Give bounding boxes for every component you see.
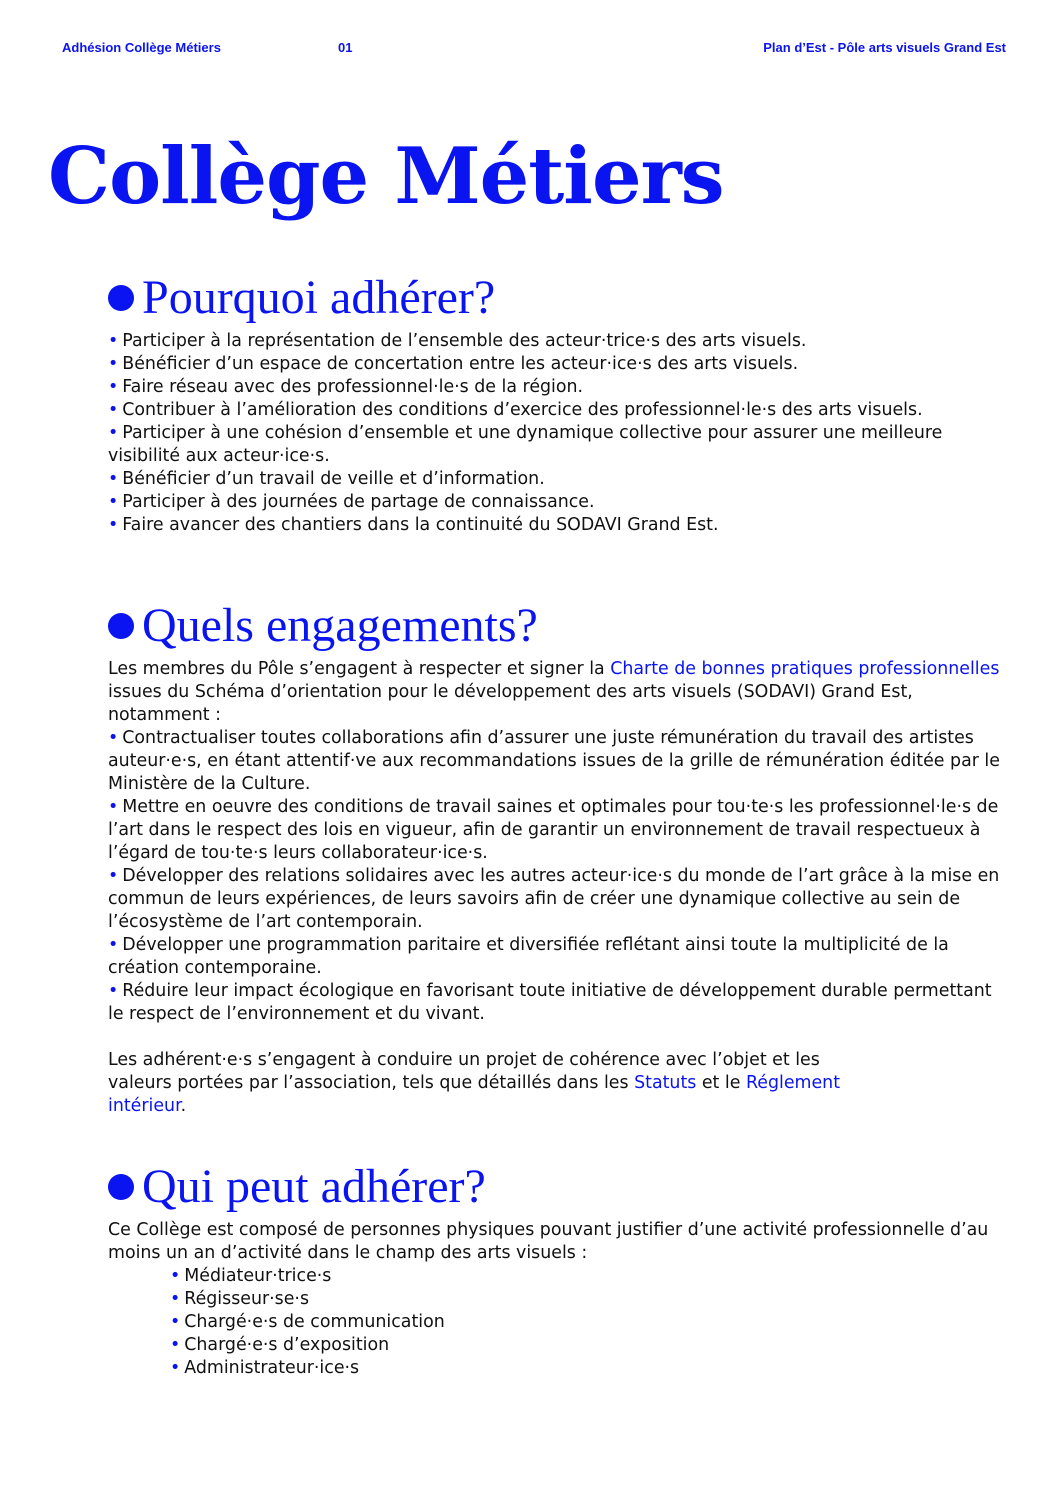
list-item: • Contribuer à l’amélioration des conditions d’exercice des professionnel·le·s des arts visuels. bbox=[108, 400, 923, 420]
list-item: • Mettre en oeuvre des conditions de travail saines et optimales pour tou·te·s les professionnel·le·s de l’art dans le respect des lois en vigueur, afin de garantir un environnement de travail respectueux à l’égard de tou·te·s leurs collaborateur·ice·s. bbox=[108, 797, 999, 863]
list-item: • Chargé·e·s de communication bbox=[170, 1312, 445, 1332]
section-commitments bbox=[108, 598, 1008, 1118]
bullet-icon: • bbox=[108, 377, 119, 397]
list-item: • Chargé·e·s d’exposition bbox=[170, 1335, 390, 1355]
bullet-icon: • bbox=[108, 400, 119, 420]
bullet-dot-icon bbox=[108, 1174, 134, 1200]
section-who-can-join bbox=[108, 1159, 1008, 1380]
bullet-icon: • bbox=[170, 1289, 181, 1309]
list-item: • Développer des relations solidaires avec les autres acteur·ice·s du monde de l’art grâce à la mise en commun de leurs expériences, de leurs savoirs afin de créer une dynamique collective au sein de l’écosystème de l’art contemporain. bbox=[108, 866, 1000, 932]
benefits-list bbox=[108, 330, 1008, 537]
bullet-icon: • bbox=[108, 981, 119, 1001]
list-item: • Faire avancer des chantiers dans la continuité du SODAVI Grand Est. bbox=[108, 515, 719, 535]
section-heading bbox=[108, 1159, 1008, 1215]
list-item: • Participer à des journées de partage de connaissance. bbox=[108, 492, 595, 512]
list-item: • Administrateur·ice·s bbox=[170, 1358, 360, 1378]
header-organization: Plan d’Est - Pôle arts visuels Grand Est bbox=[763, 40, 1006, 55]
commitments-list bbox=[108, 727, 1008, 1026]
bullet-icon: • bbox=[108, 492, 119, 512]
bullet-dot-icon bbox=[108, 613, 134, 639]
section-title: Quels engagements? bbox=[142, 599, 538, 652]
bullet-icon: • bbox=[108, 935, 119, 955]
header-doc-title: Adhésion Collège Métiers bbox=[62, 40, 221, 55]
charter-link[interactable]: Charte de bonnes pratiques professionnelles bbox=[610, 659, 1000, 679]
bullet-icon: • bbox=[108, 515, 119, 535]
bullet-icon: • bbox=[170, 1312, 181, 1332]
section-why-join bbox=[108, 270, 1008, 537]
section-title: Qui peut adhérer? bbox=[142, 1160, 486, 1213]
list-item: • Développer une programmation paritaire et diversifiée reflétant ainsi toute la multiplicité de la création contemporaine. bbox=[108, 935, 949, 978]
list-item: • Participer à la représentation de l’ensemble des acteur·trice·s des arts visuels. bbox=[108, 331, 807, 351]
list-item: • Faire réseau avec des professionnel·le·s de la région. bbox=[108, 377, 584, 397]
list-item: • Bénéficier d’un espace de concertation entre les acteur·ice·s des arts visuels. bbox=[108, 354, 799, 374]
bullet-icon: • bbox=[108, 331, 119, 351]
section-heading bbox=[108, 598, 1008, 654]
bullet-icon: • bbox=[108, 797, 119, 817]
statuts-link[interactable]: Statuts bbox=[634, 1073, 697, 1093]
commitments-intro: Les membres du Pôle s’engagent à respecter et signer la Charte de bonnes pratiques professionnelles issues du Schéma d’orientation pour le développement des arts visuels (SODAVI) Grand Est, notamment : bbox=[108, 659, 1000, 725]
bullet-icon: • bbox=[108, 469, 119, 489]
page-title: Collège Métiers bbox=[48, 131, 724, 222]
commitments-outro: Les adhérent·e·s s’engagent à conduire un projet de cohérence avec l’objet et les valeurs portées par l’association, tels que détaillés dans les Statuts et le Réglement intérieur. bbox=[108, 1050, 841, 1116]
bullet-dot-icon bbox=[108, 285, 134, 311]
list-item: • Réduire leur impact écologique en favorisant toute initiative de développement durable permettant le respect de l’environnement et du vivant. bbox=[108, 981, 992, 1024]
bullet-icon: • bbox=[108, 866, 119, 886]
list-item: • Contractualiser toutes collaborations afin d’assurer une juste rémunération du travail des artistes auteur·e·s, en étant attentif·ve aux recommandations issues de la grille de rémunération éditée par le Ministère de la Culture. bbox=[108, 728, 1000, 794]
bullet-icon: • bbox=[108, 728, 119, 748]
bullet-icon: • bbox=[170, 1358, 181, 1378]
bullet-icon: • bbox=[108, 423, 119, 443]
list-item: • Régisseur·se·s bbox=[170, 1289, 310, 1309]
eligible-roles-list bbox=[108, 1265, 1008, 1380]
section-title: Pourquoi adhérer? bbox=[142, 271, 496, 324]
section-heading bbox=[108, 270, 1008, 326]
bullet-icon: • bbox=[170, 1266, 181, 1286]
list-item: • Médiateur·trice·s bbox=[170, 1266, 332, 1286]
page-header bbox=[0, 40, 1058, 60]
list-item: • Participer à une cohésion d’ensemble et une dynamique collective pour assurer une meilleure visibilité aux acteur·ice·s. bbox=[108, 423, 943, 466]
list-item: • Bénéficier d’un travail de veille et d’information. bbox=[108, 469, 545, 489]
reglement-link[interactable]: Réglement intérieur bbox=[108, 1073, 841, 1116]
page-number: 01 bbox=[338, 40, 353, 55]
bullet-icon: • bbox=[108, 354, 119, 374]
eligibility-intro: Ce Collège est composé de personnes physiques pouvant justifier d’une activité professionnelle d’au moins un an d’activité dans le champ des arts visuels : bbox=[108, 1220, 989, 1263]
bullet-icon: • bbox=[170, 1335, 181, 1355]
